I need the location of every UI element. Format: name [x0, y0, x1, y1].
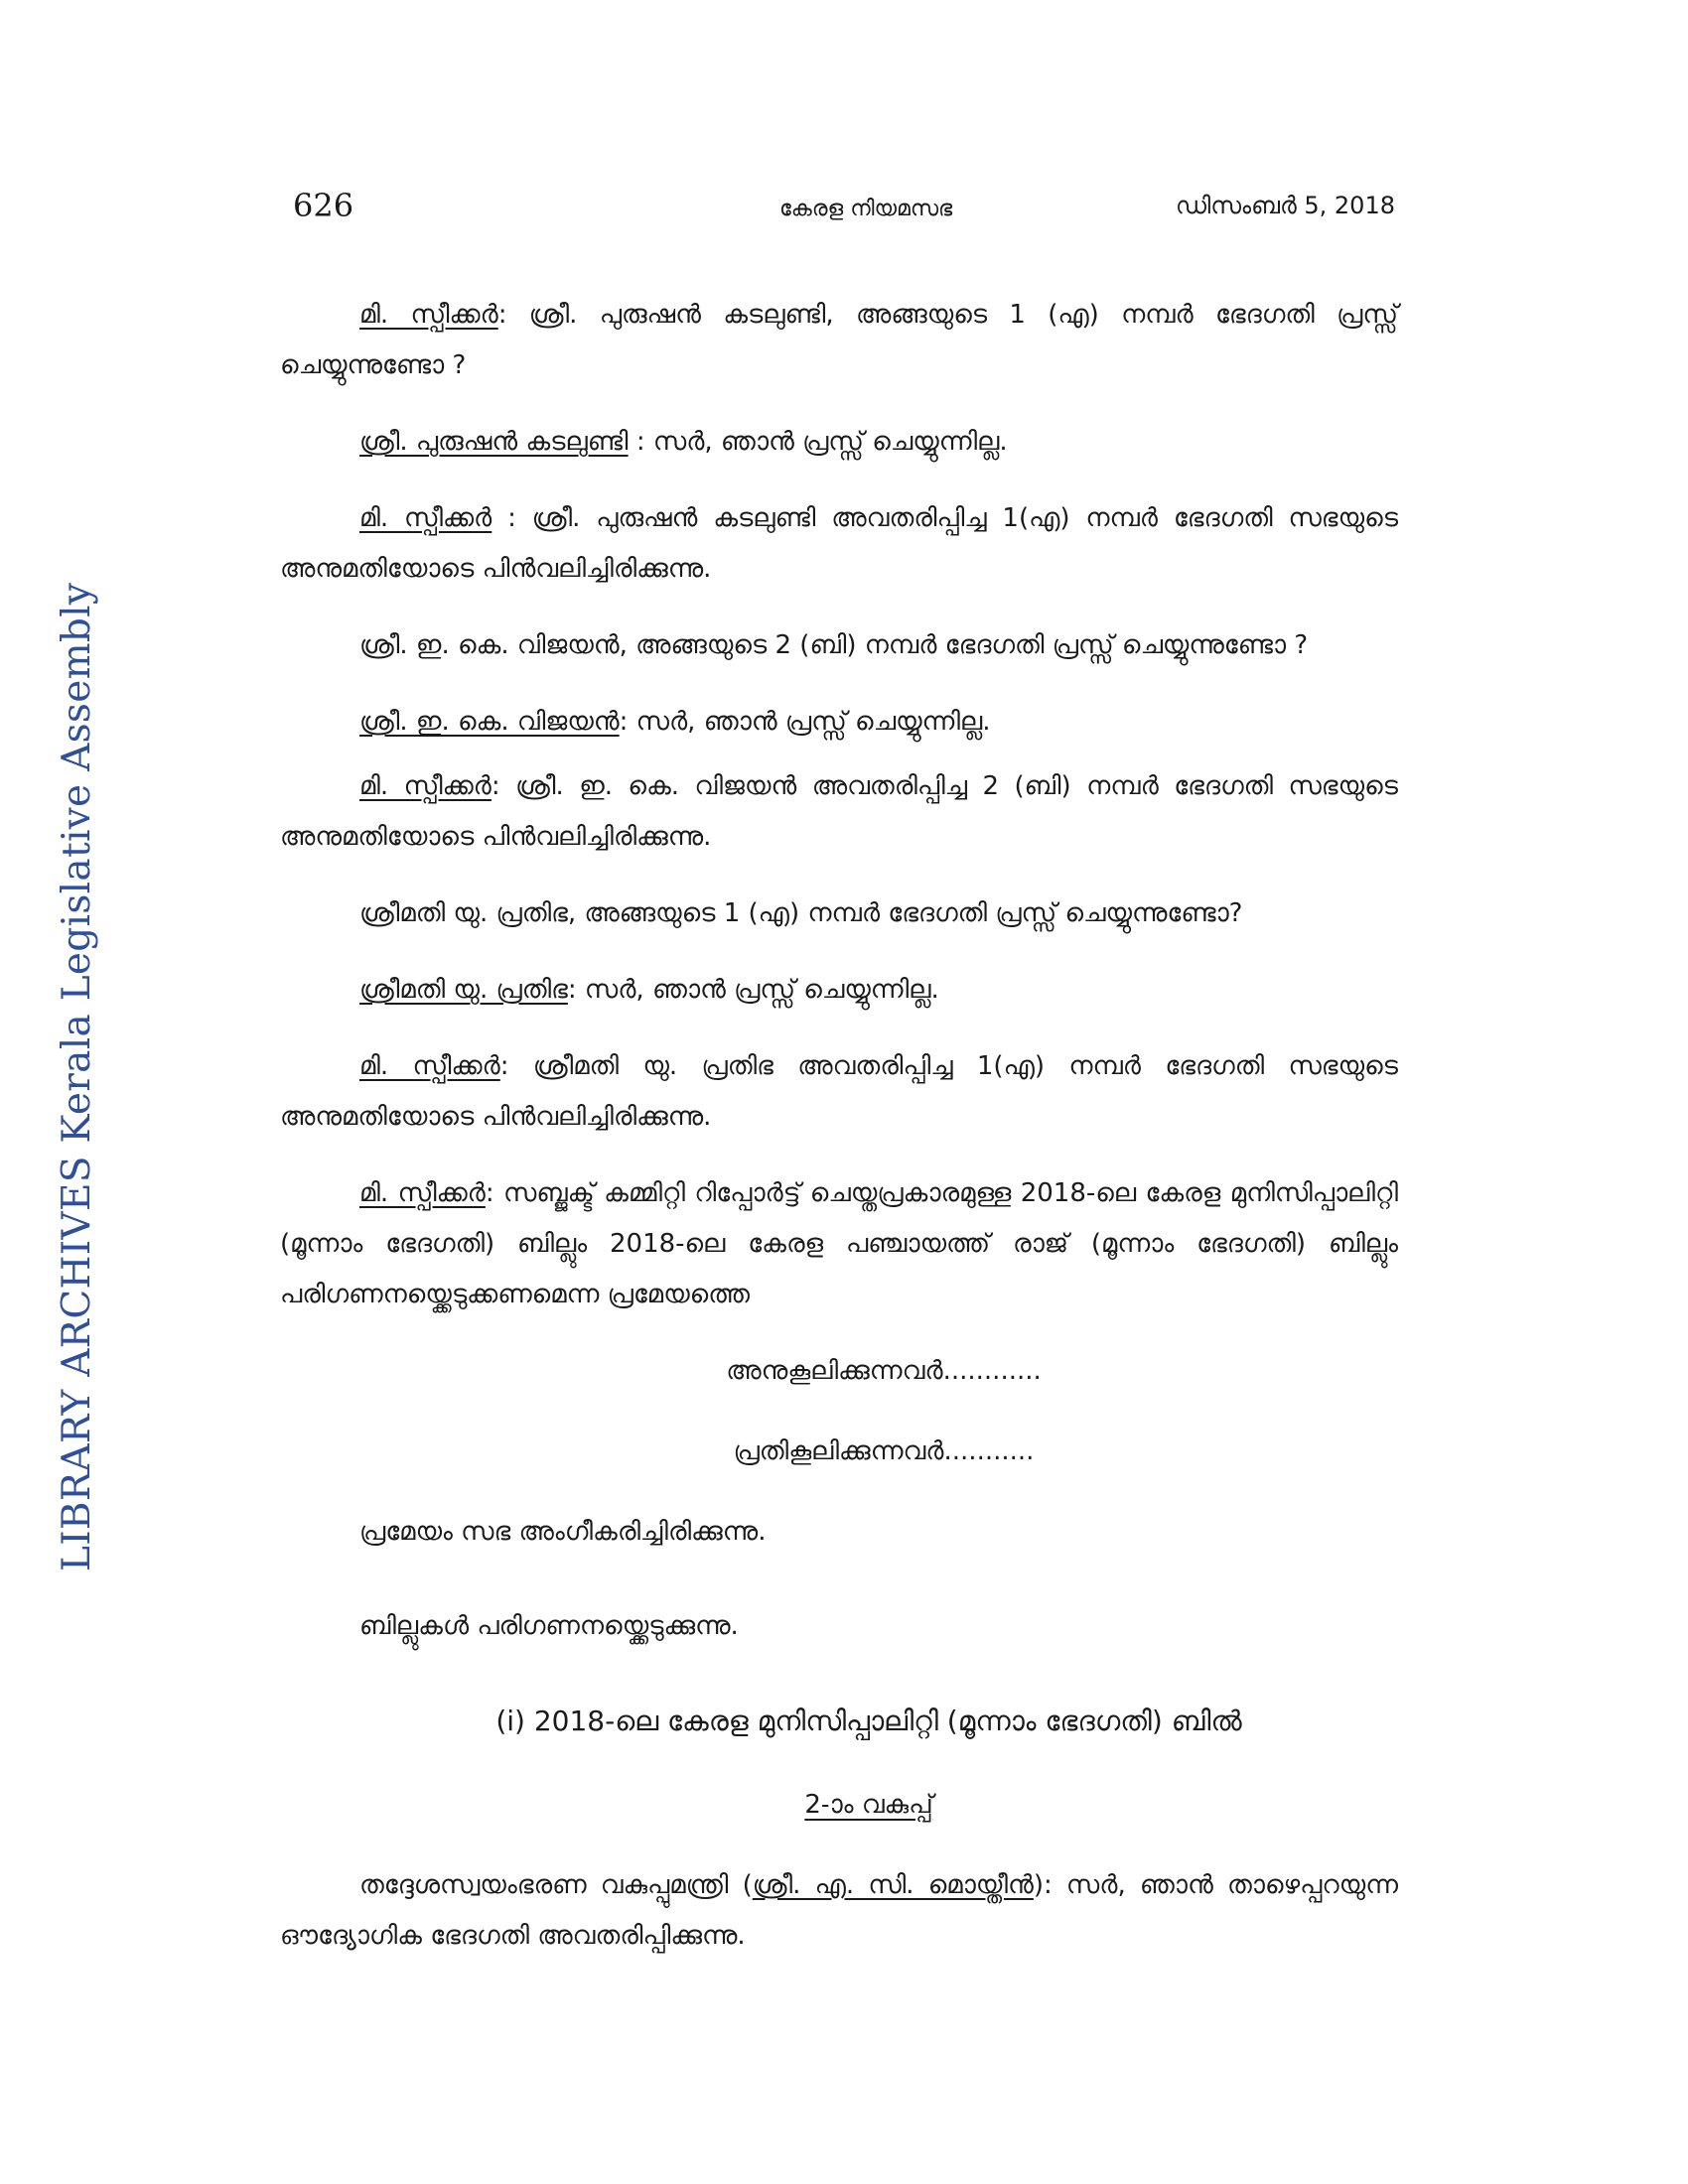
paragraph-text: : സർ, ഞാൻ പ്രസ്സ് ചെയ്യുന്നില്ല. [619, 707, 991, 737]
paragraph-withdrawal-2 [280, 761, 1398, 863]
running-title: കേരള നിയമസഭ [779, 197, 953, 221]
bills-taken-up: ബില്ലുകൾ പരിഗണനയ്ക്കെടുക്കുന്നു. [359, 1611, 739, 1641]
paragraph-withdrawal-3 [280, 1041, 1398, 1143]
document-body [280, 290, 1398, 1987]
paragraph-reply-3 [280, 965, 1398, 1016]
speaker-name: ശ്രീ. പുരുഷൻ കടലുണ്ടി [359, 427, 629, 457]
paragraph-text: ): സർ, ഞാൻ താഴെപ്പറയുന്ന ഔദ്യോഗിക ഭേദഗതി അവതരിപ്പിക്കുന്നു. [280, 1870, 1398, 1951]
speaker-name: ശ്രീമതി യു. പ്രതിഭ [359, 975, 568, 1005]
paragraph-text: ശ്രീ. ഇ. കെ. വിജയൻ, അങ്ങയുടെ 2 (ബി) നമ്പർ ഭേദഗതി പ്രസ്സ് ചെയ്യുന്നുണ്ടോ ? [359, 630, 1309, 660]
resolution-passed: പ്രമേയം സഭ അംഗീകരിച്ചിരിക്കുന്നു. [359, 1517, 767, 1547]
paragraph-text: : സർ, ഞാൻ പ്രസ്സ് ചെയ്യുന്നില്ല. [628, 427, 1008, 457]
paragraph-text: : ശ്രീ. ഇ. കെ. വിജയൻ അവതരിപ്പിച്ച 2 (ബി) നമ്പർ ഭേദഗതി സഭയുടെ അനുമതിയോടെ പിൻവലിച്ചിരിക്കുന്നു. [280, 771, 1398, 852]
vote-ayes: അനുകൂലിക്കുന്നവർ............ [726, 1356, 1042, 1386]
vote-noes: പ്രതികൂലിക്കുന്നവർ........... [733, 1436, 1035, 1466]
paragraph-reply-2 [280, 697, 1398, 748]
paragraph-question-3 [280, 888, 1398, 939]
paragraph-minister [280, 1860, 1398, 1962]
paragraph-reply-1 [280, 417, 1398, 468]
clause-heading [340, 1780, 1398, 1831]
speaker-name: മി. സ്പീക്കർ [359, 1178, 486, 1208]
paragraph-speaker-question-1 [280, 290, 1398, 391]
paragraph-motion [280, 1168, 1398, 1320]
paragraph-text: : സബ്ജക്ട് കമ്മിറ്റി റിപ്പോർട്ട് ചെയ്തപ്രകാരമുള്ള 2018-ലെ കേരള മുനിസിപ്പാലിറ്റി (മൂന്നാം ഭേദഗതി) ബില്ലും 2018-ലെ കേരള പഞ്ചായത്ത് രാജ് (മൂന്നാം ഭേദഗതി) ബില്ലും പരിഗണനയ്ക്കെടുക്കണമെന്ന പ്രമേയത്തെ [280, 1178, 1398, 1309]
speaker-name: മി. സ്പീക്കർ [359, 503, 492, 533]
bill-title: (i) 2018-ലെ കേരള മുനിസിപ്പാലിറ്റി (മൂന്നാം ഭേദഗതി) ബിൽ [495, 1705, 1242, 1737]
paragraph-question-2 [280, 620, 1398, 671]
paragraph-text: : സർ, ഞാൻ പ്രസ്സ് ചെയ്യുന്നില്ല. [567, 975, 939, 1005]
speaker-name: മി. സ്പീക്കർ [359, 300, 498, 330]
speaker-name: ശ്രീ. ഇ. കെ. വിജയൻ [359, 707, 620, 737]
paragraph-text: : ശ്രീ. പുരുഷൻ കടലുണ്ടി അവതരിപ്പിച്ച 1(എ) നമ്പർ ഭേദഗതി സഭയുടെ അനുമതിയോടെ പിൻവലിച്ചിരിക്കുന്നു. [280, 503, 1399, 584]
clause-heading-text: 2-ാം വകുപ്പ് [804, 1790, 933, 1820]
paragraph-withdrawal-1 [280, 493, 1398, 595]
paragraph-text: : ശ്രീ. പുരുഷൻ കടലുണ്ടി, അങ്ങയുടെ 1 (എ) നമ്പർ ഭേദഗതി പ്രസ്സ് ചെയ്യുന്നുണ്ടോ ? [280, 300, 1398, 380]
page-header [293, 187, 1395, 236]
page-date: ഡിസംബർ 5, 2018 [1176, 192, 1395, 219]
page-number: 626 [293, 187, 354, 224]
speaker-name: മി. സ്പീക്കർ [359, 1051, 500, 1081]
paragraph-prefix: തദ്ദേശസ്വയംഭരണ വകുപ്പുമന്ത്രി ( [359, 1870, 753, 1900]
paragraph-text: ശ്രീമതി യു. പ്രതിഭ, അങ്ങയുടെ 1 (എ) നമ്പർ ഭേദഗതി പ്രസ്സ് ചെയ്യുന്നുണ്ടോ? [359, 898, 1243, 928]
side-watermark: LIBRARY ARCHIVES Kerala Legislative Assembly [55, 582, 99, 1571]
speaker-name: മി. സ്പീക്കർ [359, 771, 492, 801]
speaker-name: ശ്രീ. എ. സി. മൊയ്തീൻ [752, 1870, 1034, 1900]
paragraph-text: : ശ്രീമതി യു. പ്രതിഭ അവതരിപ്പിച്ച 1(എ) നമ്പർ ഭേദഗതി സഭയുടെ അനുമതിയോടെ പിൻവലിച്ചിരിക്കുന്നു. [280, 1051, 1398, 1132]
